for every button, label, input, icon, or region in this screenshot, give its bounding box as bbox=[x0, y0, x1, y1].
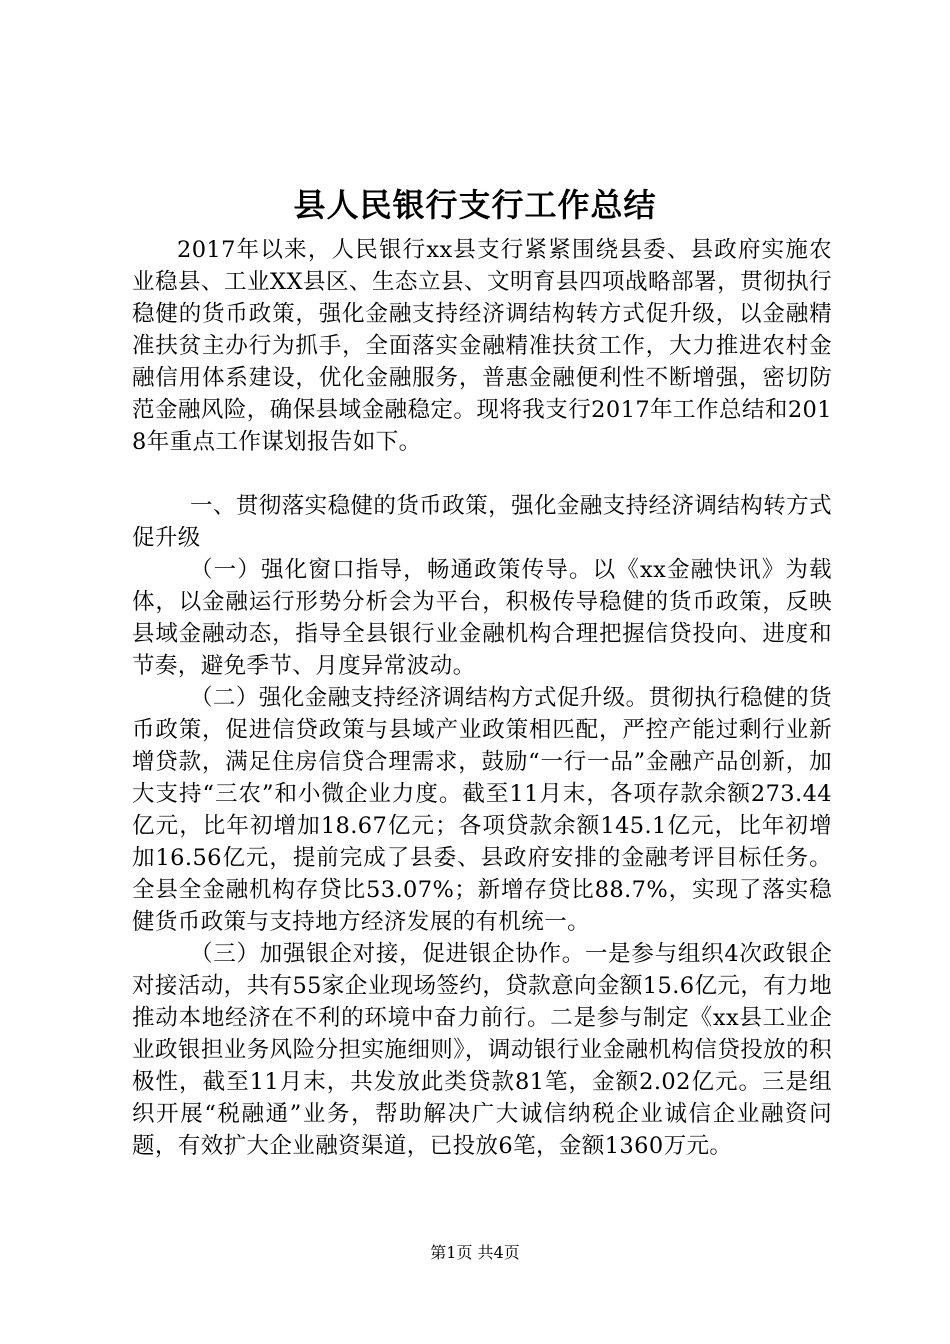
document-body bbox=[132, 234, 832, 1162]
section-item-1: （一）强化窗口指导，畅通政策传导。以《xx金融快讯》为载体，以金融运行形势分析会为平台，积极传导稳健的货币政策，反映县域金融动态，指导全县银行业金融机构合理把握信贷投向、进度和节奏，避免季节、月度异常波动。 bbox=[132, 557, 832, 679]
intro-paragraph: 2017年以来，人民银行xx县支行紧紧围绕县委、县政府实施农业稳县、工业XX县区、生态立县、文明育县四项战略部署，贯彻执行稳健的货币政策，强化金融支持经济调结构转方式促升级，以金融精准扶贫主办行为抓手，全面落实金融精准扶贫工作，大力推进农村金融信用体系建设，优化金融服务，普惠金融便利性不断增强，密切防范金融风险，确保县域金融稳定。现将我支行2017年工作总结和2018年重点工作谋划报告如下。 bbox=[132, 237, 832, 455]
section-item-3: （三）加强银企对接，促进银企协作。一是参与组织4次政银企对接活动，共有55家企业现场签约，贷款意向金额15.6亿元，有力地推动本地经济在不利的环境中奋力前行。二是参与制定《xx县工业企业政银担业务风险分担实施细则》，调动银行业金融机构信贷投放的积极性，截至11月末，共发放此类贷款81笔，金额2.02亿元。三是组织开展“税融通”业务，帮助解决广大诚信纳税企业诚信企业融资问题，有效扩大企业融资渠道，已投放6笔，金额1360万元。 bbox=[132, 941, 832, 1159]
section-item-2: （二）强化金融支持经济调结构方式促升级。贯彻执行稳健的货币政策，促进信贷政策与县域产业政策相匹配，严控产能过剩行业新增贷款，满足住房信贷合理需求，鼓励“一行一品”金融产品创新，加大支持“三农”和小微企业力度。截至11月末，各项存款余额273.44亿元，比年初增加18.67亿元；各项贷款余额145.1亿元，比年初增加16.56亿元，提前完成了县委、县政府安排的金融考评目标任务。全县全金融机构存贷比53.07%；新增存贷比88.7%，实现了落实稳健货币政策与支持地方经济发展的有机统一。 bbox=[132, 685, 832, 935]
page-number-footer: 第1页 共4页 bbox=[430, 1243, 520, 1262]
paragraph-gap bbox=[132, 458, 832, 490]
document-title: 县人民银行支行工作总结 bbox=[293, 186, 657, 224]
section-heading-1: 一、贯彻落实稳健的货币政策，强化金融支持经济调结构转方式促升级 bbox=[132, 493, 832, 551]
